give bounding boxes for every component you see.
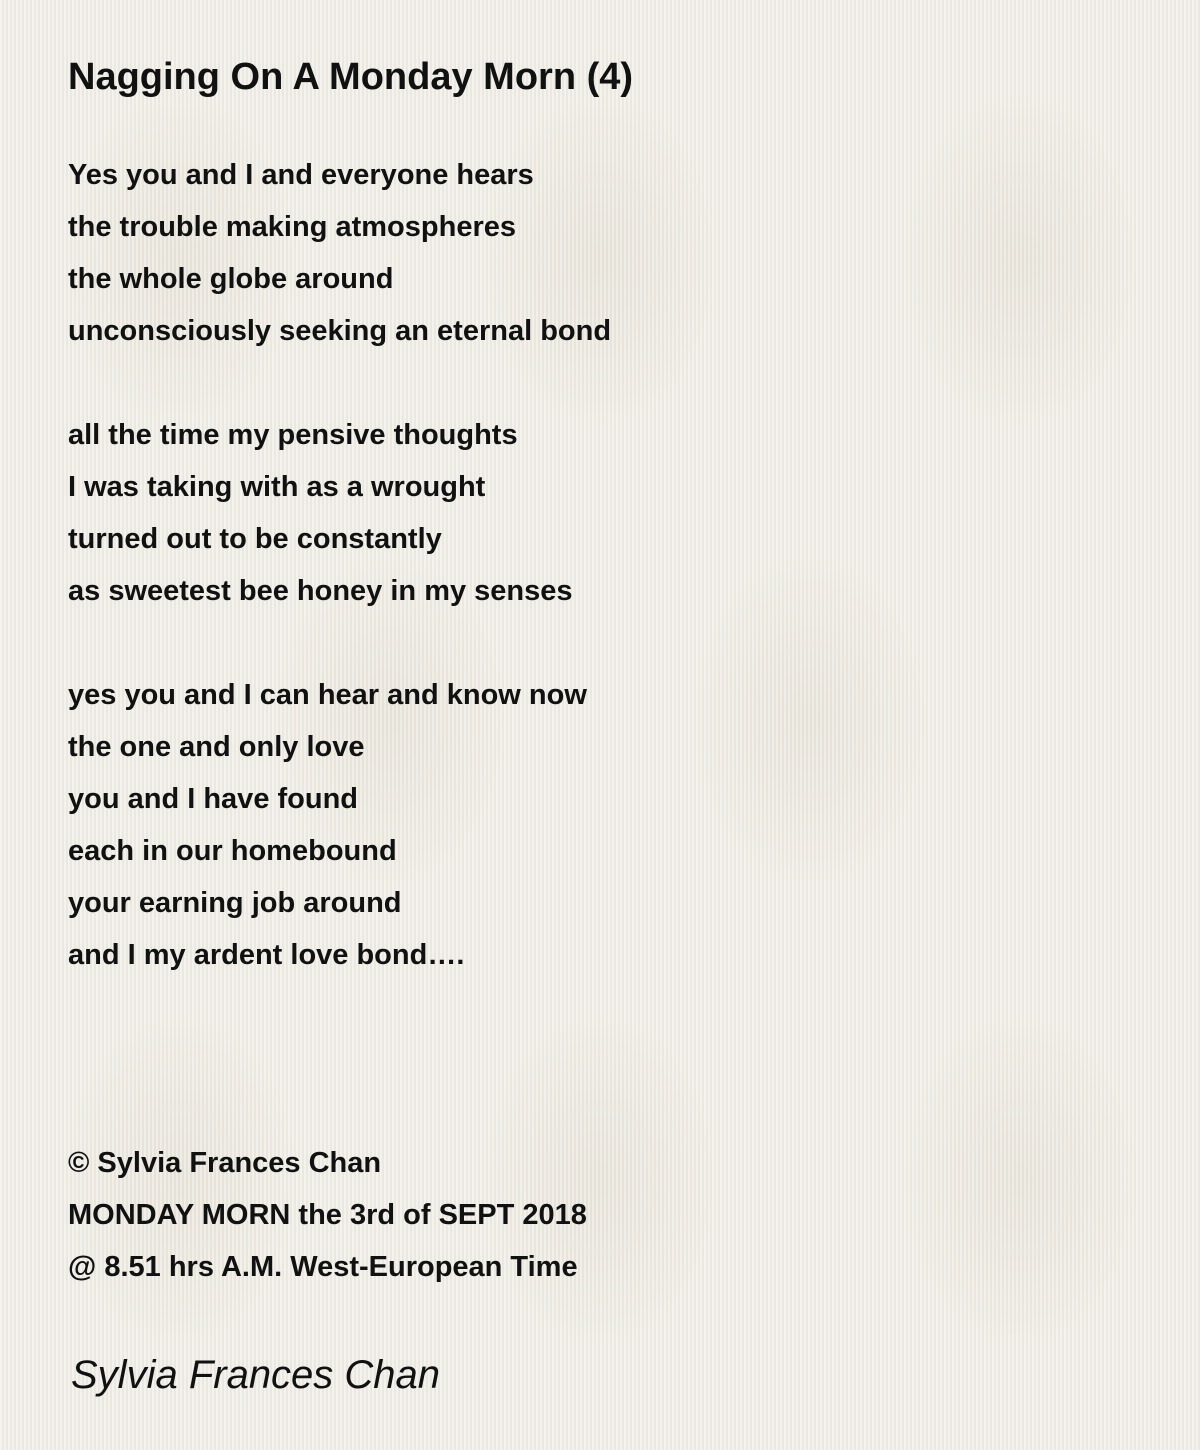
poem-body — [68, 149, 611, 1033]
date-line: MONDAY MORN the 3rd of SEPT 2018 — [68, 1199, 587, 1231]
stanza-3 — [68, 669, 611, 981]
poem-line: yes you and I can hear and know now — [68, 679, 587, 711]
poem-line: I was taking with as a wrought — [68, 471, 486, 503]
poem-line: the whole globe around — [68, 263, 394, 295]
poem-line: unconsciously seeking an eternal bond — [68, 315, 612, 347]
poem-line: the trouble making atmospheres — [68, 211, 516, 243]
poem-line: Yes you and I and everyone hears — [68, 159, 534, 191]
poem-line: your earning job around — [68, 887, 402, 919]
stanza-2 — [68, 409, 611, 617]
poem-line: and I my ardent love bond…. — [68, 939, 465, 971]
copyright-block — [68, 1137, 587, 1293]
time-line: @ 8.51 hrs A.M. West-European Time — [68, 1251, 578, 1283]
poem-line: all the time my pensive thoughts — [68, 419, 518, 451]
poem-title: Nagging On A Monday Morn (4) — [68, 56, 634, 98]
author-name: Sylvia Frances Chan — [71, 1353, 441, 1397]
stanza-1 — [68, 149, 611, 357]
poem-line: you and I have found — [68, 783, 359, 815]
poem-line: each in our homebound — [68, 835, 397, 867]
copyright-line: © Sylvia Frances Chan — [68, 1147, 382, 1179]
poem-line: as sweetest bee honey in my senses — [68, 575, 573, 607]
poem-line: the one and only love — [68, 731, 365, 763]
poem-line: turned out to be constantly — [68, 523, 442, 555]
